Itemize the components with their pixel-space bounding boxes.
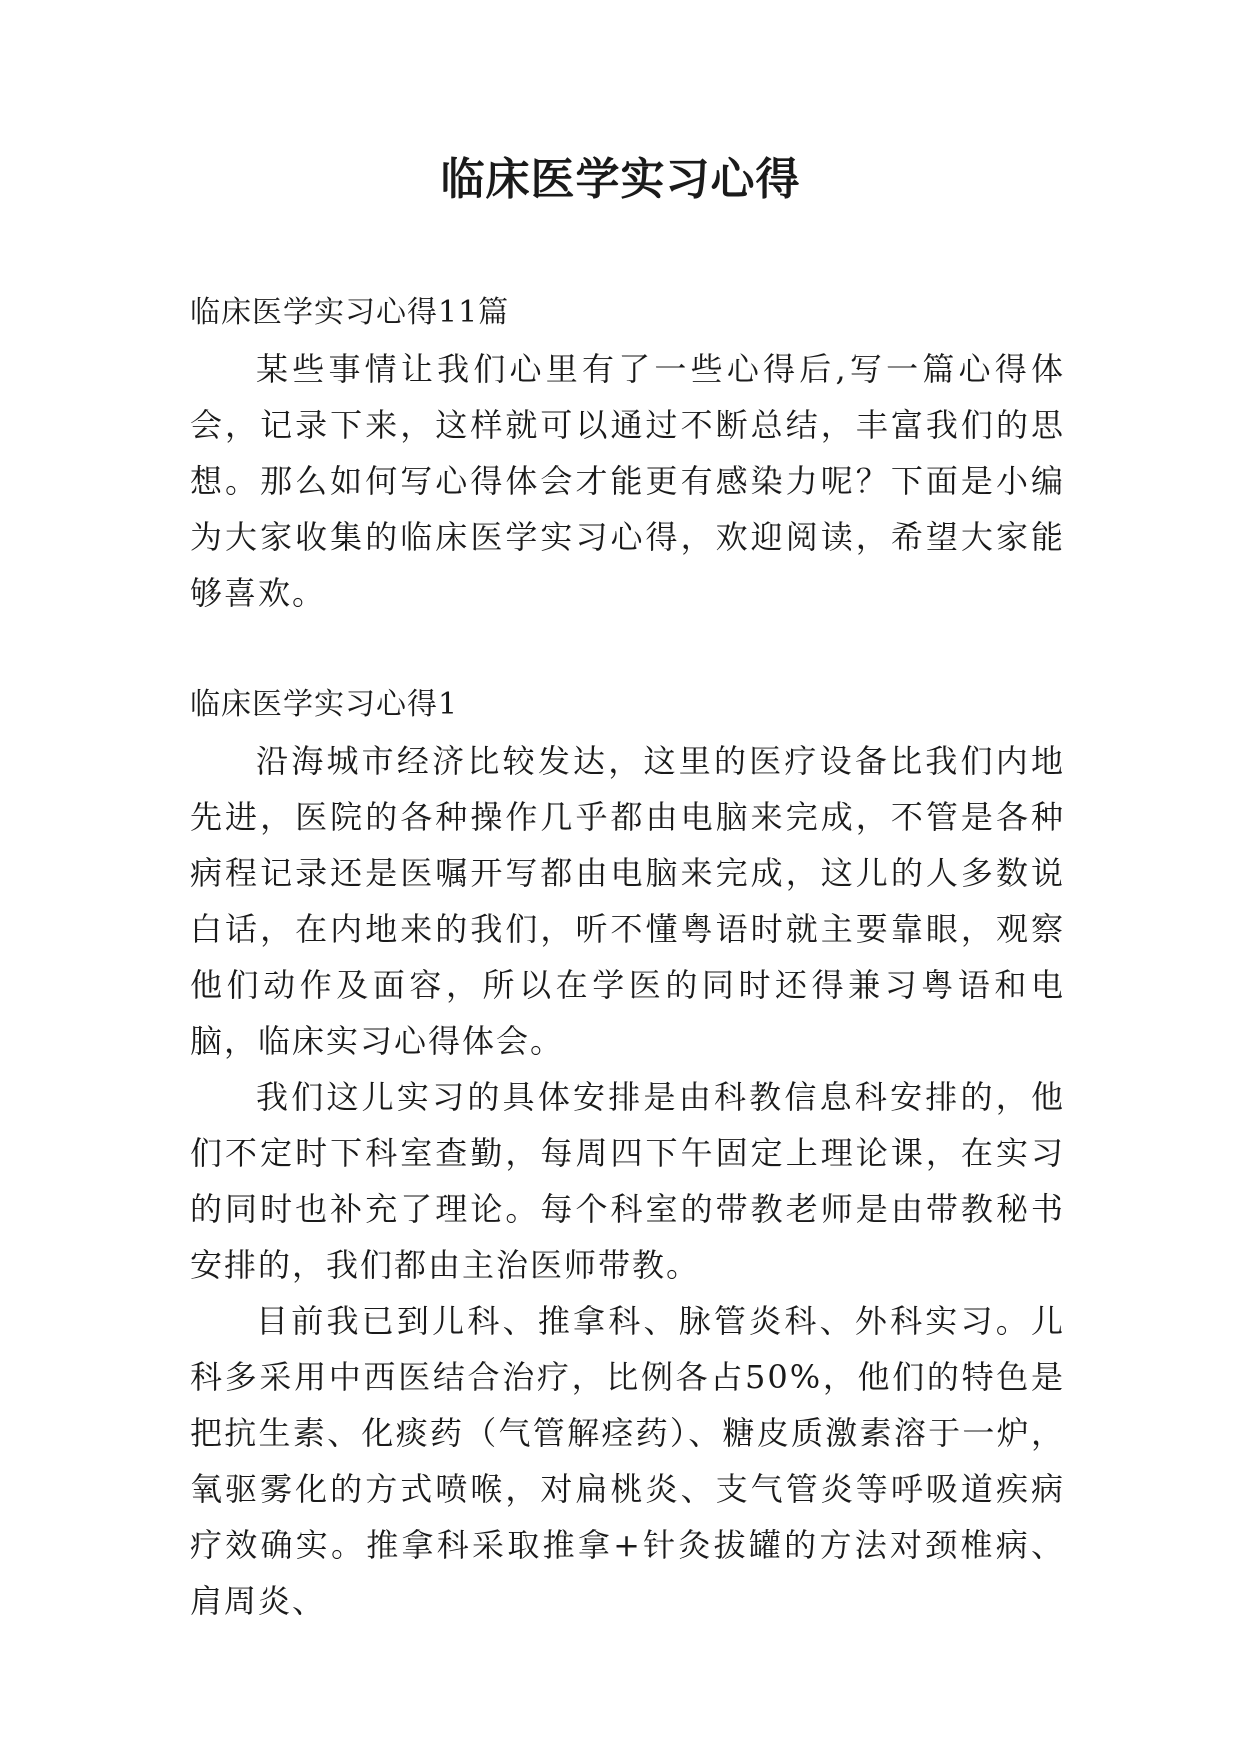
intro-heading: 临床医学实习心得11篇 xyxy=(190,295,510,330)
body-paragraph: 目前我已到儿科、推拿科、脉管炎科、外科实习。儿科多采用中西医结合治疗，比例各占50%，他们的特色是把抗生素、化痰药（气管解痉药）、糖皮质激素溶于一炉，氧驱雾化的方式喷喉，对扁桃炎、支气管炎等呼吸道疾病疗效确实。推拿科采取推拿+针灸拔罐的方法对颈椎病、肩周炎、 xyxy=(190,1302,1065,1620)
intro-paragraph: 某些事情让我们心里有了一些心得后,写一篇心得体会，记录下来，这样就可以通过不断总结，丰富我们的思想。那么如何写心得体会才能更有感染力呢？下面是小编为大家收集的临床医学实习心得，欢迎阅读，希望大家能够喜欢。 xyxy=(190,350,1065,612)
body-paragraph: 沿海城市经济比较发达，这里的医疗设备比我们内地先进，医院的各种操作几乎都由电脑来完成，不管是各种病程记录还是医嘱开写都由电脑来完成，这儿的人多数说白话，在内地来的我们，听不懂粤语时就主要靠眼，观察他们动作及面容，所以在学医的同时还得兼习粤语和电脑，临床实习心得体会。 xyxy=(190,742,1065,1060)
section-spacer xyxy=(190,621,1065,677)
document-title: 临床医学实习心得 xyxy=(440,154,801,205)
document-body xyxy=(190,285,1065,1629)
section-heading: 临床医学实习心得1 xyxy=(190,687,459,722)
body-paragraph: 我们这儿实习的具体安排是由科教信息科安排的，他们不定时下科室查勤，每周四下午固定上理论课，在实习的同时也补充了理论。每个科室的带教老师是由带教秘书安排的，我们都由主治医师带教。 xyxy=(190,1078,1065,1284)
